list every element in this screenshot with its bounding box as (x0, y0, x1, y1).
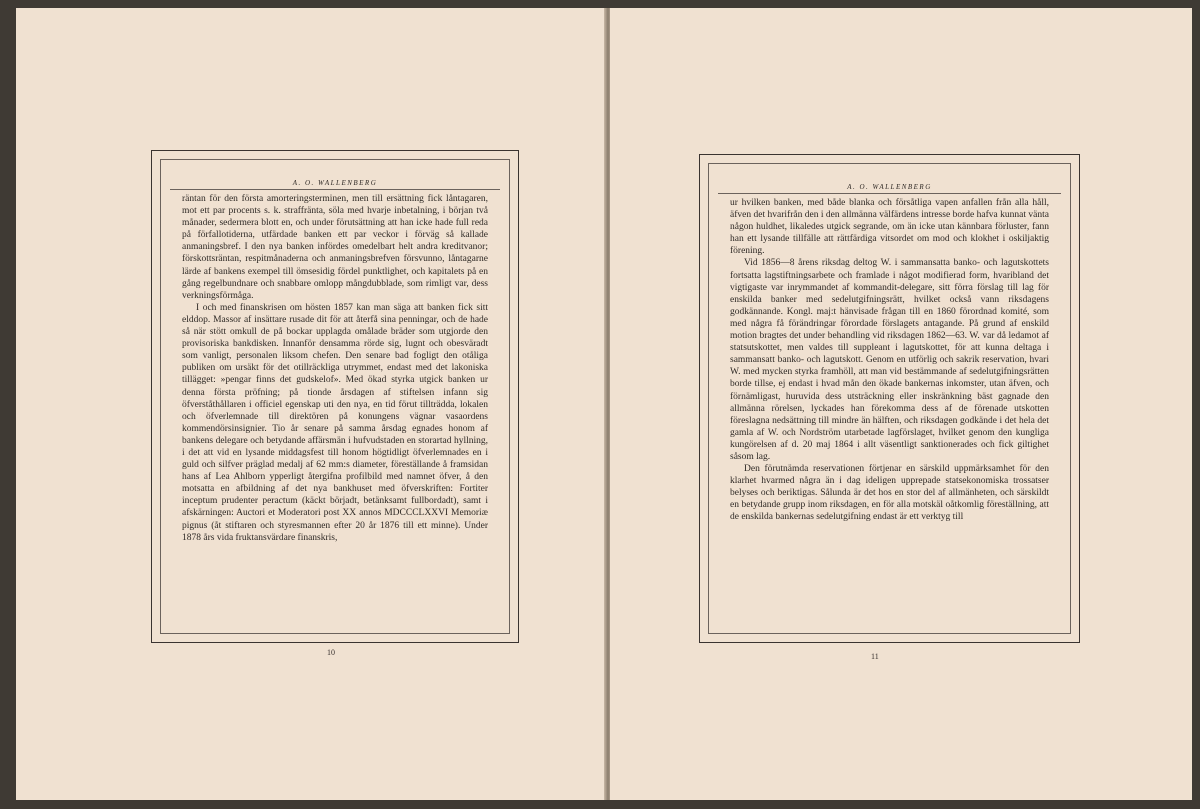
text-frame-left (151, 150, 519, 643)
paragraph: räntan för den första amorteringsterminen, men till ersättning fick låntagaren, mot ett par procents s. k. straffränta, söla med hvarje inbetalning, i början två månader, sedermera blott en, och under förutsättning att han icke hade full reda på förfallotiderna, utfärdade banken ett par veckor i förväg så kallade anmaningsbref. I den nya banken infördes omedelbart helt andra kreditvanor; förskottsräntan, respitmånaderna och anmaningsbrefven försvunno, låntagarne lärde af bankens exempel till ömsesidig fördel punktlighet, och kapitalets på en gång regelbundnare och snabbare omlopp mångdubblade, som rimligt var, dess verkningsförmåga. (182, 194, 488, 301)
paragraph: Den förutnämda reservationen förtjenar en särskild uppmärksamhet för den klarhet hvarmed några än i dag ideligen upprepade statsekonomiska trossatser belyses och beriktigas. Sålunda är det hos en stor del af allmänheten, och särskildt en betydande grupp inom riksdagen, en för alla motskäl oåtkomlig föreställning, att de enskilda bankernas sedelutgifning endast är ett verktyg till (730, 464, 1049, 523)
left-page (16, 8, 606, 800)
paragraph: ur hvilken banken, med både blanka och försåtliga vapen anfallen från alla håll, äfven det hvarifrån den i den allmänna välfärdens intresse borde hafva kunnat vänta någon huldhet, likaledes utgick segrande, om än icke utan kännbara förluster, fann han ett lysande tillfälle att rättfärdiga vitsordet om mod och klokhet i oskiljaktig förening. (730, 198, 1049, 257)
paragraph: I och med finanskrisen om hösten 1857 kan man säga att banken fick sitt elddop. Massor af insättare rusade dit för att återfå sina penningar, och de hade så när stött omkull de på bockar upplagda omålade bräder som utgjorde den provisoriska bankdisken. Innanför densamma rörde sig, lugnt och obesväradt som vanligt, personalen liksom chefen. Den senare bad fogligt den otåliga publiken om ursäkt för det otillräckliga utrymmet, endast med det lakoniska tillägget: »pengar finns det gudskelof». Med ökad styrka utgick banken ur denna första pröfning; på tionde årsdagen af stiftelsen infann sig öfverståthållaren i officiel egenskap uti den nya, en tid förut tillträdda, lokalen och öfverlemnade till direktören på konungens vägnar vasaordens kommendörsinsignier. Tio år senare på samma årsdag egnades honom af bankens delegare och betydande affärsmän i hufvudstaden en storartad hyllning, i det att vid en lysande middagsfest till honom högtidligt öfverlemnades en i guld och silfver präglad medalj af 62 mm:s diameter, föreställande å framsidan hans af Lea Ahlborn ypperligt återgifna profilbild med namnet öfver, å den motsatta en afbildning af det nya bankhuset med öfverskriften: Fortiter inceptum prudenter peractum (käckt börjadt, betänksamt fullbordadt), samt i afskärningen: Auctori et Moderatori post XX annos MDCCCLXXVI Memoriæ pignus (åt stiftaren och styresmannen efter 20 år 1876 till ett minne). Under 1878 års vida fruktansvärdare finanskris, (182, 302, 488, 543)
head-rule (718, 193, 1061, 194)
text-frame-right (699, 154, 1080, 643)
paragraph: Vid 1856—8 årens riksdag deltog W. i sammansatta banko- och lagutskottets fortsatta lagstiftningsarbete och framlade i något modifierad form, hvaribland det vigtigaste var inrymmandet af kommandit-delegare, sitt förra förslag till lag för enskilda banker med sedelutgifningsrätt, hvilket också vann riksdagens godkännande. Kongl. maj:t hänvisade frågan till en 1860 förordnad komité, som med några få förändringar förordade förslagets antagande. På grund af enskild motion bragtes det under behandling vid riksdagen 1862—63. W. var då ledamot af statsutskottet, men valdes till suppleant i lagutskottet, för att kunna deltaga i sammansatt banko- och lagutskott. Genom en utförlig och sakrik reservation, hvari W. med mycken styrka framhöll, att man vid bestämmande af sedelutgifningsrätten borde tillse, ej endast i hvad mån den ökade bankernas inkomster, utan äfven, och förnämligast, huruvida dess utsträckning eller inskränkning bäst gagnade den allmänna rörelsen, lyckades han förekomma dess af de förenade utskotten föreslagna nedsättning till mindre än hälften, och riksdagen godkände i det hela det gamla af W. och Nordström utarbetade lagförslaget, hvilket genom den kungliga kungörelsen af d. 20 maj 1864 i allt väsentligt sanktionerades och fick giltighet såsom lag. (730, 258, 1049, 462)
body-text (182, 193, 488, 544)
body-text (730, 197, 1049, 524)
right-page (610, 8, 1192, 800)
page-number: 10 (327, 648, 335, 657)
page-number: 11 (871, 652, 879, 661)
head-rule (170, 189, 500, 190)
running-head: A. O. WALLENBERG (292, 179, 378, 187)
running-head: A. O. WALLENBERG (847, 183, 932, 191)
